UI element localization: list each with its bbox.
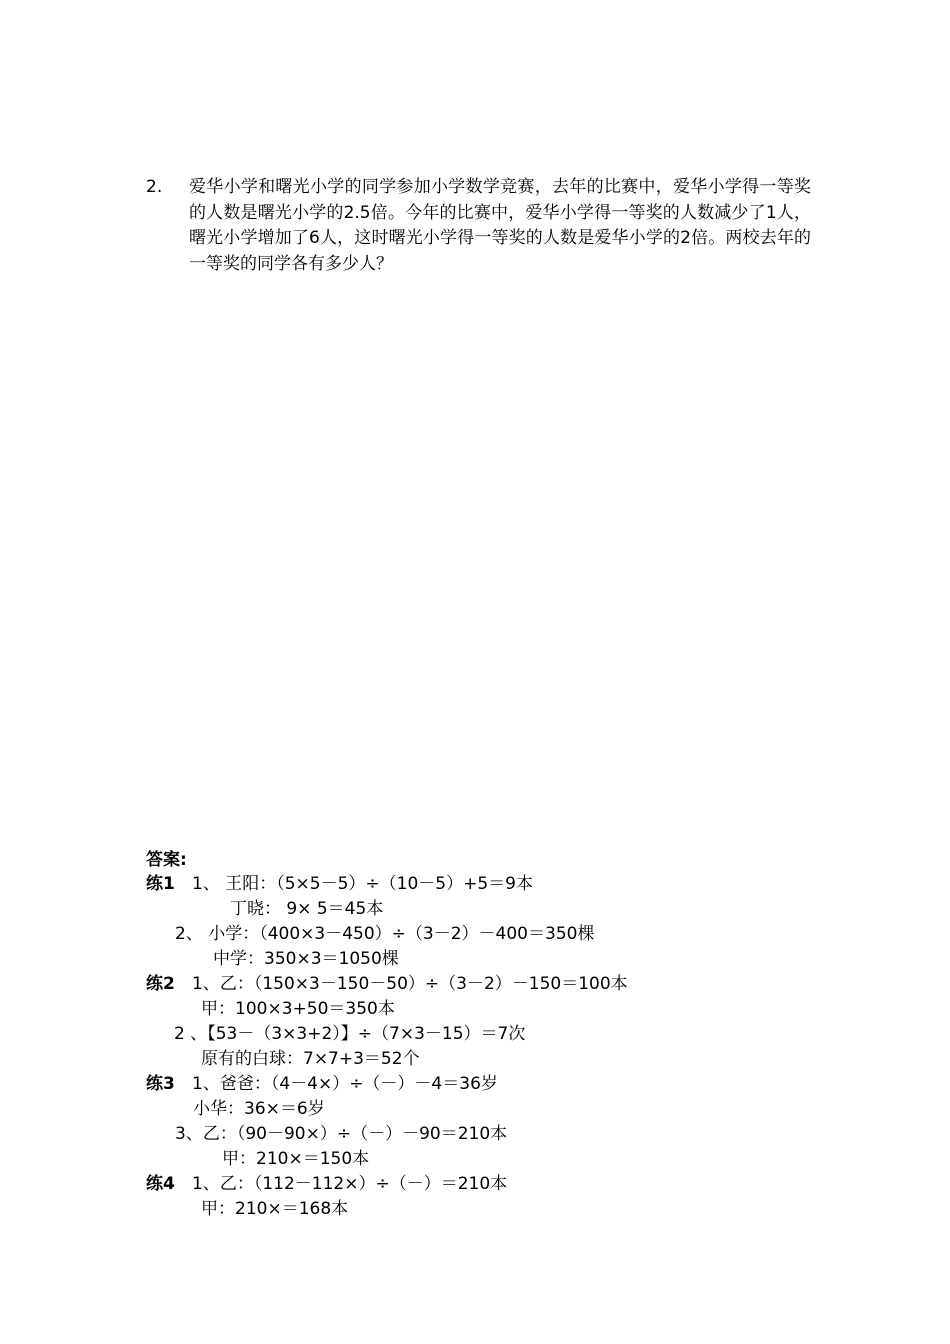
- answer-line: 1、爸爸：（4－4×）÷（－）－4＝36岁: [192, 1074, 498, 1094]
- answer-line: 丁晓： 9× 5＝45本: [230, 899, 384, 919]
- answers-title: 答案:: [146, 850, 187, 870]
- answer-line: 甲：100×3+50＝350本: [201, 999, 395, 1019]
- answer-line: 1、乙：（112－112×）÷（－）＝210本: [192, 1174, 508, 1194]
- practice-label-1: 练1: [146, 874, 175, 894]
- answer-line: 小华：36×＝6岁: [193, 1099, 325, 1119]
- question-text: 爱华小学和曙光小学的同学参加小学数学竞赛，去年的比赛中，爱华小学得一等奖的人数是曙光小学的2.5倍。今年的比赛中，爱华小学得一等奖的人数减少了1人，曙光小学增加了6人，这时曙光小学得一等奖的人数是爱华小学的2倍。两校去年的一等奖的同学各有多少人？: [189, 177, 811, 274]
- answer-line: 甲：210×＝150本: [222, 1149, 370, 1169]
- practice-label-3: 练3: [146, 1074, 175, 1094]
- answer-line: 2、 小学：（400×3－450）÷（3－2）－400＝350棵: [175, 924, 595, 944]
- answer-line: 1、乙：（150×3－150－50）÷（3－2）－150＝100本: [192, 974, 628, 994]
- practice-label-2: 练2: [146, 974, 175, 994]
- answer-line: 甲：210×＝168本: [201, 1199, 349, 1219]
- question-number: 2.: [146, 177, 163, 197]
- answer-line: 中学：350×3＝1050棵: [213, 949, 399, 969]
- practice-label-4: 练4: [146, 1174, 175, 1194]
- answer-line: 2 、【53－（3×3+2）】÷（7×3－15）＝7次: [174, 1024, 526, 1044]
- answer-line: 原有的白球：7×7+3＝52个: [201, 1049, 420, 1069]
- answer-line: 1、 王阳：（5×5－5）÷（10－5）+5＝9本: [192, 874, 533, 894]
- answer-line: 3、乙：（90－90×）÷（－）－90＝210本: [175, 1124, 508, 1144]
